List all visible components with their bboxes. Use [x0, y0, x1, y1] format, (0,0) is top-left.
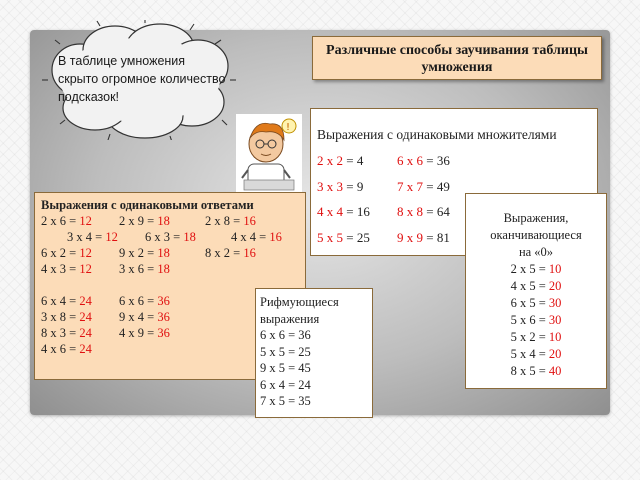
- answer-value: 16: [243, 214, 256, 228]
- answer-value: 12: [79, 246, 92, 260]
- same-answers-cell: [41, 309, 92, 325]
- zero-ending-line: [466, 295, 606, 312]
- page-title: Различные способы заучивания таблицы умножения: [312, 36, 602, 80]
- expression: 5 х 2 =: [510, 330, 549, 344]
- expression: 2 х 2: [317, 153, 343, 168]
- answer-value: 36: [157, 294, 170, 308]
- multiplier-cell: [397, 153, 477, 169]
- svg-text:!: !: [286, 122, 291, 133]
- expression: 6 х 2 =: [41, 246, 80, 260]
- expression: 6 х 6: [397, 153, 423, 168]
- expression: 8 х 2 =: [205, 246, 244, 260]
- expression: 5 х 5: [317, 229, 343, 245]
- zero-ending-line: [466, 346, 606, 363]
- answer-value: 36: [157, 310, 170, 324]
- result: = 64: [423, 204, 450, 219]
- result: = 25: [343, 229, 370, 245]
- multiplier-cell: [317, 230, 397, 246]
- answer-value: 18: [157, 214, 170, 228]
- same-multipliers-header: Выражения с одинаковыми множителями: [317, 127, 557, 142]
- same-answers-cell: [41, 341, 92, 357]
- expression: 8 х 5 =: [510, 364, 549, 378]
- rhyming-line: 7 х 5 = 35: [260, 394, 311, 408]
- expression: 4 х 4: [317, 204, 343, 219]
- answer-value: 12: [79, 262, 92, 276]
- answer-value: 30: [548, 313, 562, 327]
- zero-ending-list: [466, 261, 606, 380]
- rhyming-header-2: выражения: [260, 311, 320, 326]
- multiplier-cell: [317, 153, 397, 169]
- answer-value: 20: [548, 347, 562, 361]
- result: = 49: [423, 178, 450, 194]
- answer-value: 24: [79, 294, 92, 308]
- result: = 9: [343, 178, 364, 194]
- answer-value: 18: [157, 246, 170, 260]
- multiplier-cell: [317, 179, 397, 195]
- result: = 36: [423, 153, 450, 168]
- expression: 8 х 3 =: [41, 326, 80, 340]
- expression: 3 х 4 =: [67, 230, 106, 244]
- multiplier-cell: [317, 204, 397, 220]
- expression: 6 х 3 =: [145, 230, 184, 244]
- same-answers-cell: [41, 293, 92, 309]
- expression: 4 х 3 =: [41, 262, 80, 276]
- expression: 4 х 9 =: [119, 326, 158, 340]
- answer-value: 10: [548, 262, 562, 276]
- answer-value: 10: [548, 330, 562, 344]
- answer-value: 30: [548, 296, 562, 310]
- result: = 81: [423, 229, 450, 245]
- same-answers-cell: [119, 325, 170, 341]
- expression: 6 х 6 =: [119, 294, 158, 308]
- expression: 5 х 6 =: [510, 313, 549, 327]
- same-answers-cell: [145, 229, 196, 245]
- zero-ending-line: [466, 312, 606, 329]
- same-answers-cell: [41, 261, 92, 277]
- expression: 2 х 8 =: [205, 214, 244, 228]
- rhyming-line: 6 х 6 = 36: [260, 328, 311, 342]
- expression: 8 х 8: [397, 204, 423, 219]
- same-answers-line: [41, 229, 299, 245]
- answer-value: 16: [269, 230, 282, 244]
- expression: 4 х 5 =: [510, 279, 549, 293]
- expression: 7 х 7: [397, 178, 423, 194]
- expression: 6 х 4 =: [41, 294, 80, 308]
- same-answers-cell: [119, 261, 170, 277]
- expression: 4 х 6 =: [41, 342, 80, 356]
- rhyming-line: 5 х 5 = 25: [260, 344, 311, 359]
- rhyming-box: [255, 288, 373, 418]
- answer-value: 12: [79, 214, 92, 228]
- result: = 4: [343, 153, 364, 168]
- expression: 2 х 5 =: [510, 262, 549, 276]
- rhyming-line: 9 х 5 = 45: [260, 361, 311, 375]
- cloud-text: В таблице умножения скрыто огромное количество подсказок!: [58, 54, 226, 104]
- same-answers-line: [41, 213, 299, 229]
- result: = 16: [343, 204, 370, 219]
- same-answers-cell: [41, 213, 92, 229]
- expression: 2 х 6 =: [41, 214, 80, 228]
- zero-ending-header-2: оканчивающиеся: [490, 228, 582, 242]
- zero-ending-line: [466, 363, 606, 380]
- same-answers-cell: [119, 245, 170, 261]
- answer-value: 16: [243, 246, 256, 260]
- zero-ending-line: [466, 261, 606, 278]
- same-answers-cell: [41, 245, 92, 261]
- answer-value: 40: [548, 364, 562, 378]
- same-answers-line: [41, 261, 299, 277]
- thinking-boy-icon: [236, 114, 302, 194]
- answer-value: 12: [105, 230, 118, 244]
- answer-value: 24: [79, 326, 92, 340]
- answer-value: 24: [79, 310, 92, 324]
- answer-value: 24: [79, 342, 92, 356]
- expression: 3 х 6 =: [119, 262, 158, 276]
- same-answers-cell: [231, 229, 282, 245]
- same-answers-line: [41, 245, 299, 261]
- expression: 9 х 4 =: [119, 310, 158, 324]
- same-answers-cell: [205, 213, 256, 229]
- same-answers-cell: [119, 293, 170, 309]
- answer-value: 36: [157, 326, 170, 340]
- zero-ending-header-3: на «0»: [518, 245, 554, 259]
- rhyming-line: 6 х 4 = 24: [260, 377, 311, 392]
- expression: 6 х 5 =: [510, 296, 549, 310]
- same-answers-cell: [41, 325, 92, 341]
- multiplier-row: [317, 153, 597, 179]
- rhyming-header-1: Рифмующиеся: [260, 295, 339, 309]
- same-answers-cell: [119, 213, 170, 229]
- expression: 3 х 3: [317, 178, 343, 194]
- answer-value: 18: [157, 262, 170, 276]
- same-answers-cell: [205, 245, 256, 261]
- zero-ending-header-1: Выражения,: [503, 211, 569, 225]
- expression: 9 х 9: [397, 229, 423, 245]
- expression: 5 х 4 =: [510, 347, 549, 361]
- answer-value: 18: [183, 230, 196, 244]
- zero-ending-box: [465, 193, 607, 389]
- expression: 9 х 2 =: [119, 246, 158, 260]
- answer-value: 20: [548, 279, 562, 293]
- same-answers-header: Выражения с одинаковыми ответами: [41, 198, 254, 212]
- same-answers-cell: [67, 229, 118, 245]
- expression: 3 х 8 =: [41, 310, 80, 324]
- expression: 4 х 4 =: [231, 230, 270, 244]
- zero-ending-line: [466, 278, 606, 295]
- zero-ending-line: [466, 329, 606, 346]
- expression: 2 х 9 =: [119, 214, 158, 228]
- same-answers-cell: [119, 309, 170, 325]
